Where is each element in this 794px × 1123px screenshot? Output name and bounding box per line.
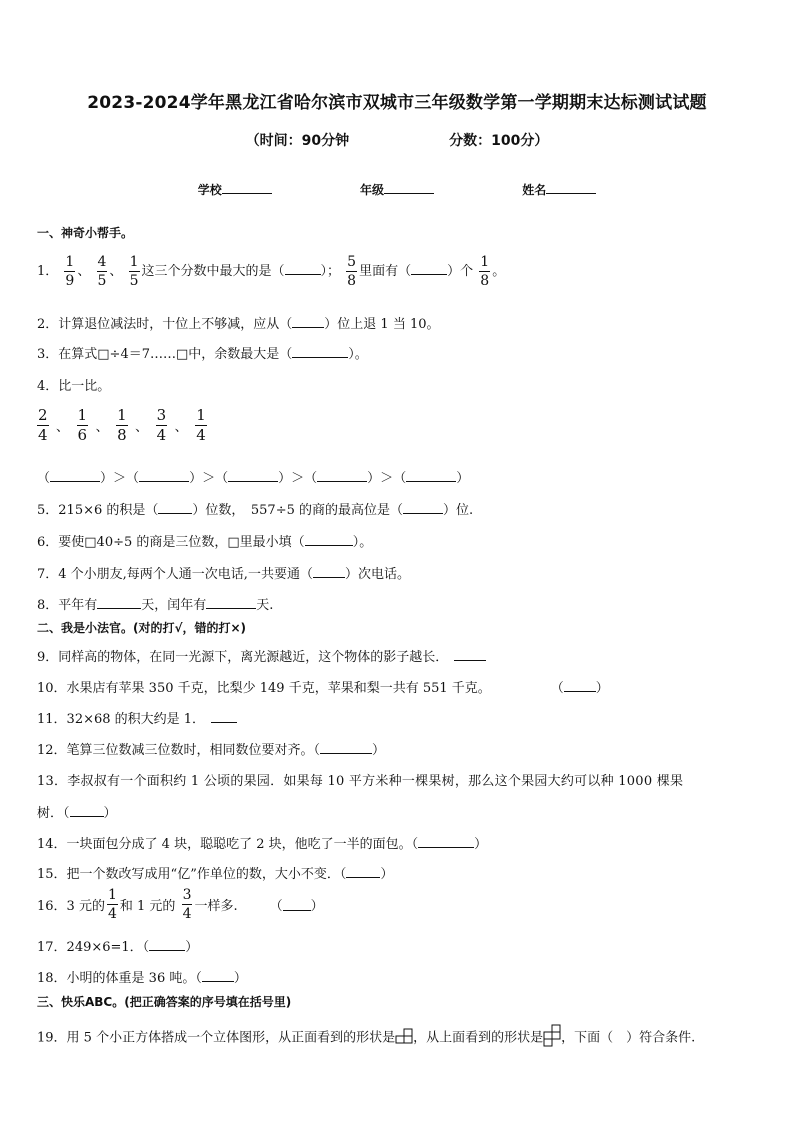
fraction: $\frac{1}{9}$ (65, 254, 75, 289)
answer-blank[interactable] (228, 470, 278, 482)
fraction: $\frac{4}{5}$ (97, 254, 107, 289)
answer-blank[interactable] (411, 263, 447, 275)
question-12: 12．笔算三位数减三位数时，相同数位要对齐。（ ） (37, 743, 386, 758)
question-8: 8．平年有 天，闰年有 天. (37, 598, 274, 613)
fraction: $\frac{1}{5}$ (129, 254, 139, 289)
answer-blank[interactable] (70, 805, 104, 817)
question-7: 7．4 个小朋友,每两个人通一次电话,一共要通（ ）次电话。 (37, 567, 410, 582)
fraction: $\frac{1}{8}$ (117, 406, 127, 444)
answer-blank[interactable] (346, 866, 380, 878)
section-2-heading: 二、我是小法官。(对的打√，错的打×) (37, 621, 247, 635)
fraction: $\frac{5}{8}$ (347, 254, 357, 289)
answer-blank[interactable] (454, 648, 486, 661)
answer-blank[interactable] (149, 939, 185, 951)
question-1: 1． $\frac{1}{9}$ 、 $\frac{4}{5}$ 、 $\frac{1}{5}$ 这三个分数中最大的是（ ）； $\frac{5}{8}$ 里面有（ ）个 $\frac{1}{8}$ 。 (37, 254, 506, 289)
fraction: $\frac{3}{4}$ (182, 887, 192, 922)
front-view-figure (395, 1028, 413, 1044)
answer-blank[interactable] (292, 316, 324, 328)
answer-blank[interactable] (403, 502, 443, 514)
fraction: $\frac{2}{4}$ (38, 406, 48, 444)
question-5: 5．215×6 的积是（ ）位数， 557÷5 的商的最高位是（ ）位. (37, 503, 474, 518)
answer-blank[interactable] (305, 534, 353, 546)
school-field[interactable]: 学校 (198, 181, 272, 198)
fraction: $\frac{1}{6}$ (77, 406, 88, 444)
answer-blank[interactable] (285, 263, 321, 275)
question-4-label: 4．比一比。 (37, 379, 111, 394)
answer-blank[interactable] (206, 596, 256, 609)
question-14: 14．一块面包分成了 4 块，聪聪吃了 2 块，他吃了一半的面包。（ ） (37, 837, 488, 852)
question-13-line-2: 树．（ ） (37, 806, 117, 821)
question-11: 11．32×68 的积大约是 1． (37, 708, 237, 727)
score-label: 分数：100分） (449, 133, 549, 149)
answer-blank[interactable] (283, 899, 311, 911)
answer-blank[interactable] (564, 680, 596, 692)
answer-blank[interactable] (320, 742, 372, 754)
fraction: $\frac{3}{4}$ (156, 406, 167, 444)
answer-blank[interactable] (292, 346, 348, 358)
question-17: 17．249×6=1．（ ） (37, 940, 199, 955)
answer-blank[interactable] (202, 970, 234, 982)
section-3-heading: 三、快乐ABC。(把正确答案的序号填在括号里) (37, 995, 292, 1009)
question-19: 19．用 5 个小正方体搭成一个立体图形，从正面看到的形状是 ，从上面看到的形状是 ，下面（ ）符合条件. (37, 1024, 695, 1048)
exam-meta (0, 130, 794, 150)
name-field[interactable]: 姓名 (522, 181, 596, 198)
question-10: 10．水果店有苹果 350 千克，比梨少 149 千克，苹果和梨一共有 551 千克。 （ ） (37, 681, 609, 696)
answer-blank[interactable] (50, 470, 100, 482)
answer-blank[interactable] (313, 566, 345, 578)
student-info-row (0, 181, 794, 198)
top-view-figure (543, 1024, 561, 1048)
answer-blank[interactable] (317, 470, 367, 482)
question-4-fractions: $\frac{2}{4}$ 、 $\frac{1}{6}$ 、 $\frac{1}{8}$ 、 $\frac{3}{4}$ 、 $\frac{1}{4}$ (38, 406, 206, 444)
page-title: 2023-2024学年黑龙江省哈尔滨市双城市三年级数学第一学期期末达标测试试题 (87, 93, 707, 113)
question-3: 3．在算式□÷4＝7……□中，余数最大是（ ）。 (37, 347, 368, 362)
fraction: $\frac{1}{8}$ (480, 254, 490, 289)
answer-blank[interactable] (139, 470, 189, 482)
answer-blank[interactable] (418, 836, 474, 848)
question-15: 15．把一个数改写成用“亿”作单位的数，大小不变．（ ） (37, 867, 394, 882)
section-1-heading: 一、神奇小帮手。 (37, 226, 134, 240)
fraction: $\frac{1}{4}$ (107, 887, 117, 922)
grade-field[interactable]: 年级 (360, 181, 434, 198)
fraction: $\frac{1}{4}$ (196, 406, 206, 444)
question-18: 18．小明的体重是 36 吨。（ ） (37, 971, 247, 986)
question-6: 6．要使□40÷5 的商是三位数，□里最小填（ ）。 (37, 535, 373, 550)
question-2: 2．计算退位减法时，十位上不够减，应从（ ）位上退 1 当 10。 (37, 317, 440, 332)
answer-blank[interactable] (97, 596, 141, 609)
time-label: （时间：90分钟 (245, 133, 350, 149)
question-16: 16．3 元的 $\frac{1}{4}$ 和 1 元的 $\frac{3}{4}$ 一样多. （ ） (37, 887, 324, 922)
answer-blank[interactable] (211, 710, 237, 723)
answer-blank[interactable] (158, 502, 192, 514)
question-9: 9．同样高的物体，在同一光源下，离光源越近，这个物体的影子越长． (37, 646, 486, 665)
question-4-answers: （ ）＞（ ）＞（ ）＞（ ）＞（ ） (37, 471, 470, 486)
answer-blank[interactable] (406, 470, 456, 482)
question-13-line-1: 13．李叔叔有一个面积约 1 公顷的果园．如果每 10 平方米种一棵果树，那么这个果园大约可以种 1000 棵果 (37, 774, 684, 789)
